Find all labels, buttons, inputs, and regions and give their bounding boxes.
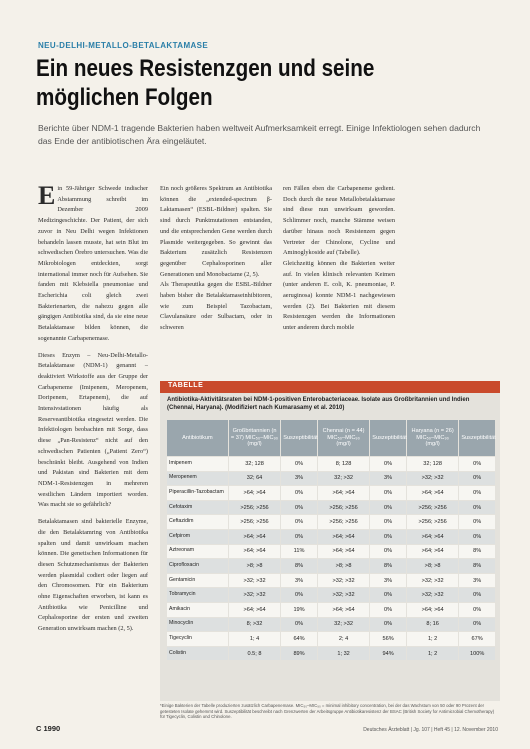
table-header-cell: Suszeptibilität [370, 420, 406, 456]
table-cell: 8; >32 [229, 618, 280, 632]
table-cell: >256; >256 [229, 501, 280, 515]
table-row [167, 647, 495, 661]
table-row [167, 603, 495, 617]
table-cell: >64; >64 [318, 603, 369, 617]
table-header-cell: Suszeptibilität [281, 420, 317, 456]
table-cell: 1; 2 [407, 647, 458, 661]
table-cell: 1; 4 [229, 632, 280, 646]
table-cell: 1; 32 [318, 647, 369, 661]
table-row [167, 472, 495, 486]
article-lead: Berichte über NDM-1 tragende Bakterien haben weltweit Aufmerksamkeit erregt. Einige Infektiologen sehen dadurch das Ende der antibiotischen Ära eingeläutet. [38, 123, 481, 146]
table-cell: 0% [281, 457, 317, 471]
table-cell: 8; 128 [318, 457, 369, 471]
table-cell: >64; >64 [318, 530, 369, 544]
paragraph-1: in 59-Jähriger Schwede indischer Abstammung schreibt im Dezember 2009 Medizingeschichte. Der Patient, der sich zuvor in Neu Delhi wegen Infektionen behandeln lassen musste, hat sein Blut im schwedischen Örebro untersuchen. Was die Mikrobiologen entdeckten, sorgt international immer noch für Aufsehen. Sie fanden mit Klebsiella pneumoniae und Escherichia coli gleich zwei Bakterienarten, die nahezu gegen alle gängigen Antibiotika sind, da sie eine neue Betalaktamase bilden können, die sogenannte Carbapenemase. [38, 185, 148, 342]
table-cell: 0% [370, 486, 406, 500]
table-cell: >256; >256 [407, 515, 458, 529]
table-cell: 0% [370, 515, 406, 529]
paragraph-3: Betalaktamasen sind bakterielle Enzyme, die den Betalaktamring von Antibiotika spalten und damit unwirksam machen können. Die genetischen Informationen für diesen Schutzmechanismus der Bakterien werden plasmidal codiert oder liegen auf den Chromosomen. Für ein Bakterium ohne Eigenschaften erworben, ist kann es Antibiotika wie Penicilline und Cephalosporine der ersten und zweiten Generation unwirksam machen (2, 5). [38, 518, 148, 633]
paragraph-5: Als Therapeutika gegen die ESBL-Bildner haben bisher die Betalaktamaseinhibitoren, wie zum Beispiel Tazobactam, Clavulansäure oder Sulbactam, oder in schweren [160, 281, 272, 332]
table-cell: 0% [459, 618, 495, 632]
journal-citation: Deutsches Ärzteblatt | Jg. 107 | Heft 45 | 12. November 2010 [363, 727, 498, 733]
table-cell: 32; >32 [318, 472, 369, 486]
table-row [167, 545, 495, 559]
table-cell: 0% [459, 486, 495, 500]
table-cell: 0% [281, 515, 317, 529]
paragraph-2: Dieses Enzym – Neu-Delhi-Metallo-Betalaktamase (NDM-1) genannt – deaktiviert Wirkstoffe aus der Gruppe der Carbapeneme (Imipenem, Meropenem, Doripenem, Ertapenem), die auf Intensivstationen häufig als Reserveantibiotika eingesetzt werden. Die Infektiologen beobachten mit Sorge, dass diese „Pan-Resistenz“ nicht auf den schwedischen Patienten („Patient Zero“) beschränkt bleibt. Ausgehend von Indien und Pakistan sind Bakterien mit dem NDM-1-Resistenzgen in mehreren westlichen Ländern importiert worden. Was macht sie so gefährlich? [38, 351, 148, 509]
table-cell: 8; 16 [407, 618, 458, 632]
antibiotic-name-cell: Piperacillin-Tazobactam [167, 486, 228, 500]
table-cell: 0% [281, 530, 317, 544]
table-cell: >8; >8 [407, 559, 458, 573]
table-cell: 0% [459, 457, 495, 471]
table-row [167, 588, 495, 602]
antibiotic-name-cell: Cefpirom [167, 530, 228, 544]
table-row [167, 618, 495, 632]
table-cell: 32; 64 [229, 472, 280, 486]
table-row [167, 457, 495, 471]
table-cell: 0% [459, 501, 495, 515]
table-box [160, 381, 500, 701]
table-tag [160, 381, 500, 393]
paragraph-7: Gleichzeitig können die Bakterien weiter auf. In vielen klinisch relevanten Keimen (unter anderen E. coli, K. pneumoniae, P. aeruginosa) konnte NDM-1 nachgewiesen werden (2). Bei Bakterien mit diesem Resistenzgen werden die Informationen unter anderem durch mobile [283, 259, 395, 332]
table-cell: 0% [281, 588, 317, 602]
antibiotic-name-cell: Cefotaxim [167, 501, 228, 515]
table-cell: 100% [459, 647, 495, 661]
table-cell: >64; >64 [318, 486, 369, 500]
table-cell: 0% [459, 603, 495, 617]
table-cell: 0% [281, 501, 317, 515]
antibiotic-name-cell: Minocyclin [167, 618, 228, 632]
table-row [167, 515, 495, 529]
table-cell: 0% [459, 515, 495, 529]
table-cell: 32; >32 [318, 618, 369, 632]
table-header-cell: Antibiotikum [167, 420, 228, 456]
article-headline: Ein neues Resistenzgen und seine möglichen Folgen [36, 55, 375, 111]
table-cell: 67% [459, 632, 495, 646]
table-cell: >64; >64 [407, 603, 458, 617]
antibiotic-name-cell: Meropenem [167, 472, 228, 486]
table-cell: 0% [370, 603, 406, 617]
table-cell: >8; >8 [229, 559, 280, 573]
table-cell: 0% [370, 457, 406, 471]
table-cell: >64; >64 [229, 530, 280, 544]
text-column-1 [38, 184, 148, 714]
table-cell: 3% [281, 472, 317, 486]
table-cell: 0% [459, 530, 495, 544]
table-cell: 94% [370, 647, 406, 661]
table-cell: >8; >8 [318, 559, 369, 573]
table-cell: 1; 2 [407, 632, 458, 646]
table-cell: >64; >64 [318, 545, 369, 559]
antibiotic-name-cell: Ceftazidim [167, 515, 228, 529]
antibiotic-name-cell: Tigecyclin [167, 632, 228, 646]
table-cell: >64; >64 [229, 545, 280, 559]
paragraph-4: Ein noch größeres Spektrum an Antibiotika können die „extended-spectrum β-Laktamasen“ (ESBL-Bildner) spalten. Sie sind durch Punktmutationen entstanden, und die entsprechenden Gene werden durch Plasmide weitergegeben. So gewinnt das Bakterium zusätzlich Resistenzen gegenüber Cephalosporinen aller Generationen und Monobactame (2, 5). [160, 185, 272, 278]
antibiotic-name-cell: Gentamicin [167, 574, 228, 588]
table-cell: >32; >32 [318, 588, 369, 602]
table-cell: 8% [459, 545, 495, 559]
table-cell: >64; >64 [407, 545, 458, 559]
table-cell: 89% [281, 647, 317, 661]
table-row [167, 559, 495, 573]
table-cell: 3% [370, 574, 406, 588]
table-cell: 3% [281, 574, 317, 588]
table-cell: 0% [370, 618, 406, 632]
text-column-2 [160, 184, 272, 376]
table-cell: >64; >64 [229, 603, 280, 617]
antibiotic-name-cell: Imipenem [167, 457, 228, 471]
table-cell: >64; >64 [229, 486, 280, 500]
table-header-cell: Großbritannien (n = 37) MIC₅₀–MIC₉₀ (mg/l) [229, 420, 280, 456]
antibiotic-name-cell: Aztreonam [167, 545, 228, 559]
table-cell: 0% [459, 472, 495, 486]
table-cell: >32; >32 [407, 588, 458, 602]
table-cell: 0% [281, 486, 317, 500]
table-cell: 3% [370, 472, 406, 486]
table-cell: 32; 128 [407, 457, 458, 471]
table-cell: 0% [370, 530, 406, 544]
table-cell: >64; >64 [407, 530, 458, 544]
drop-cap: E [38, 184, 56, 210]
table-cell: 64% [281, 632, 317, 646]
table-cell: 11% [281, 545, 317, 559]
table-cell: 2; 4 [318, 632, 369, 646]
page-number: C 1990 [36, 724, 61, 733]
table-cell: 32; 128 [229, 457, 280, 471]
table-cell: >32; >32 [229, 588, 280, 602]
table-cell: >256; >256 [407, 501, 458, 515]
table-row [167, 632, 495, 646]
table-cell: 0% [370, 501, 406, 515]
table-cell: >256; >256 [318, 515, 369, 529]
table-header-cell: Chennai (n = 44) MIC₅₀–MIC₉₀ (mg/l) [318, 420, 369, 456]
table-cell: 0% [370, 545, 406, 559]
table-cell: 8% [370, 559, 406, 573]
table-header-cell: Haryana (n = 26) MIC₅₀–MIC₉₀ (mg/l) [407, 420, 458, 456]
resistance-table [166, 419, 496, 661]
table-cell: 8% [459, 559, 495, 573]
antibiotic-name-cell: Tobramycin [167, 588, 228, 602]
table-row [167, 486, 495, 500]
table-row [167, 501, 495, 515]
table-cell: 19% [281, 603, 317, 617]
table-cell: >32; >32 [318, 574, 369, 588]
table-cell: 0% [459, 588, 495, 602]
table-row [167, 530, 495, 544]
table-cell: >32; >32 [407, 574, 458, 588]
table-cell: 8% [281, 559, 317, 573]
table-header-cell: Suszeptibilität [459, 420, 495, 456]
antibiotic-name-cell: Colistin [167, 647, 228, 661]
table-cell: >32; >32 [407, 472, 458, 486]
text-column-3 [283, 184, 395, 376]
table-tag-label: TABELLE [168, 382, 204, 389]
table-cell: 3% [459, 574, 495, 588]
table-cell: 56% [370, 632, 406, 646]
table-cell: 0.5; 8 [229, 647, 280, 661]
table-cell: >256; >256 [318, 501, 369, 515]
table-cell: 0% [281, 618, 317, 632]
table-row [167, 574, 495, 588]
table-header-row [167, 420, 495, 456]
antibiotic-name-cell: Ciprofloxacin [167, 559, 228, 573]
table-footnote: *Einige Bakterien der Tabelle produzierten zusätzlich Carbapenemase. MIC₅₀–MIC₉₀ = minimal inhibitory concentration, bei der das Wachstum von 50 oder 90 Prozent der getesteten Isolate gehemmt wird. Suszeptibilität beschreibt nach Grenzwerten der Arbeitsgruppe Antibiotikaresistenz der BSAC (British Society for Antimicrobial Chemotherapy) für Tigecyclin, Colistin und Chinolone. [160, 703, 495, 720]
table-cell: 0% [370, 588, 406, 602]
article-kicker: NEU-DELHI-METALLO-BETALAKTAMASE [38, 41, 209, 50]
table-title: Antibiotika-Aktivitätsraten bei NDM-1-positiven Enterobacteriaceae. Isolate aus Großbritannien und Indien (Chennai, Haryana). (Modifiziert nach Kumarasamy et al. 2010) [167, 397, 470, 411]
table-body [167, 457, 495, 660]
antibiotic-name-cell: Amikacin [167, 603, 228, 617]
table-cell: >32; >32 [229, 574, 280, 588]
table-cell: >256; >256 [229, 515, 280, 529]
table-cell: >64; >64 [407, 486, 458, 500]
paragraph-6: ren Fällen eben die Carbapeneme gedient. Doch durch die neue Metallobetalaktamase sind diese nun unwirksam geworden. Schlimmer noch, manche Stämme weisen darüber hinaus noch Resistenzen gegen Vertreter der Chinolone, Cycline und Aminoglykoside auf (Tabelle). [283, 185, 395, 257]
